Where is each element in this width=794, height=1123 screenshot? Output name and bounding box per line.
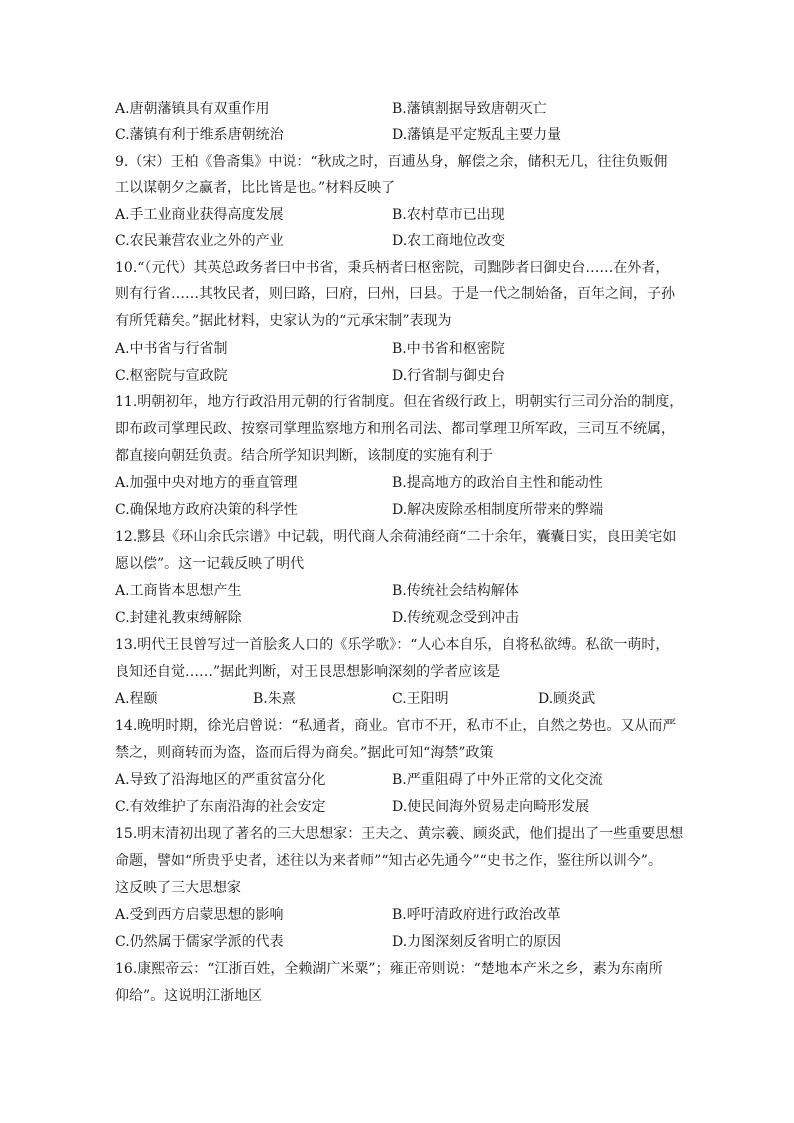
q15-option-c: C.仍然属于儒家学派的代表	[115, 934, 284, 950]
q13-option-b: B.朱熹	[253, 691, 296, 707]
q15-stem-line2: 命题，譬如“所贵乎史者，述往以为来者师”“知古必先通今”“史书之作，鉴往所以训今”。	[115, 853, 662, 869]
q10-option-c: C.枢密院与宣政院	[115, 368, 228, 384]
q16-stem-line2: 仰给”。这说明江浙地区	[115, 988, 263, 1004]
q10-option-b: B.中书省和枢密院	[392, 341, 505, 357]
q13-stem-line2: 良知还自觉……”据此判断，对王艮思想影响深刻的学者应该是	[115, 664, 501, 680]
q12-stem-line2: 愿以偿”。这一记载反映了明代	[115, 556, 305, 572]
q15-option-d: D.力图深刻反省明亡的原因	[392, 934, 562, 950]
q13-option-c: C.王阳明	[392, 691, 449, 707]
q15-stem-line1: 15.明末清初出现了著名的三大思想家：王夫之、黄宗羲、顾炎武，他们提出了一些重要思想	[115, 826, 684, 842]
q9-stem-line1: 9.（宋）王柏《鲁斋集》中说：“秋成之时，百逋丛身，解偿之余，储积无几，往往负贩佣	[115, 154, 668, 170]
q9-option-b: B.农村草市已出现	[392, 207, 505, 223]
q12-option-c: C.封建礼教束缚解除	[115, 610, 242, 626]
q13-option-a: A.程颐	[115, 691, 158, 707]
q12-stem-line1: 12.黟县《环山余氏宗谱》中记载，明代商人余荷浦经商“二十余年，囊囊日实，良田美宅如	[115, 529, 677, 545]
q8-option-d: D.藩镇是平定叛乱主要力量	[392, 127, 562, 143]
q10-stem-line3: 有所凭藉矣。”据此材料，史家认为的“元承宋制”表现为	[115, 313, 452, 329]
q10-option-d: D.行省制与御史台	[392, 368, 506, 384]
q11-stem-line2: 即布政司掌理民政、按察司掌理监察地方和刑名司法、都司掌理卫所军政，三司互不统属，	[115, 421, 675, 437]
q12-option-b: B.传统社会结构解体	[392, 583, 519, 599]
q14-option-b: B.严重阻碍了中外正常的文化交流	[392, 772, 603, 788]
q15-option-a: A.受到西方启蒙思想的影响	[115, 907, 284, 923]
q11-option-d: D.解决废除丞相制度所带来的弊端	[392, 502, 604, 518]
q8-option-b: B.藩镇割据导致唐朝灭亡	[392, 101, 547, 117]
q13-stem-line1: 13.明代王艮曾写过一首脍炙人口的《乐学歌》：“人心本自乐，自将私欲缚。私欲一萌时，	[115, 637, 670, 653]
q14-option-c: C.有效维护了东南沿海的社会安定	[115, 799, 326, 815]
q14-stem-line1: 14.晚明时期，徐光启曾说：“私通者，商业。官市不开，私市不止，自然之势也。又从而严	[115, 718, 677, 734]
q11-stem-line3: 都直接向朝廷负责。结合所学知识判断，该制度的实施有利于	[115, 448, 493, 464]
q11-option-a: A.加强中央对地方的垂直管理	[115, 475, 298, 491]
q16-stem-line1: 16.康熙帝云：“江浙百姓，全赖湖广米粟”；雍正帝则说：“楚地本产米之乡，素为东南所	[115, 961, 663, 977]
q9-option-c: C.农民兼营农业之外的产业	[115, 233, 284, 249]
q9-option-d: D.农工商地位改变	[392, 233, 506, 249]
q13-option-d: D.顾炎武	[538, 691, 596, 707]
q10-stem-line2: 则有行省……其牧民者，则曰路，曰府，曰州，曰县。于是一代之制始备，百年之间，子孙	[115, 286, 675, 302]
q11-stem-line1: 11.明朝初年，地方行政沿用元朝的行省制度。但在省级行政上，明朝实行三司分治的制度，	[115, 394, 684, 410]
q15-stem-line3: 这反映了三大思想家	[115, 880, 241, 896]
q12-option-a: A.工商皆本思想产生	[115, 583, 242, 599]
q14-option-a: A.导致了沿海地区的严重贫富分化	[115, 772, 326, 788]
q15-option-b: B.呼吁清政府进行政治改革	[392, 907, 561, 923]
q9-stem-line2: 工以谋朝夕之赢者，比比皆是也。”材料反映了	[115, 180, 396, 196]
q11-option-c: C.确保地方政府决策的科学性	[115, 502, 298, 518]
q14-stem-line2: 禁之，则商转而为盗，盗而后得为商矣。”据此可知“海禁”政策	[115, 745, 494, 761]
q12-option-d: D.传统观念受到冲击	[392, 610, 520, 626]
q10-stem-line1: 10.“（元代）其英总政务者曰中书省，秉兵柄者曰枢密院，司黜陟者曰御史台……在外者，	[115, 260, 670, 276]
q11-option-b: B.提高地方的政治自主性和能动性	[392, 475, 603, 491]
q10-option-a: A.中书省与行省制	[115, 341, 228, 357]
q9-option-a: A.手工业商业获得高度发展	[115, 207, 284, 223]
q14-option-d: D.使民间海外贸易走向畸形发展	[392, 799, 590, 815]
q8-option-a: A.唐朝藩镇具有双重作用	[115, 101, 270, 117]
q8-option-c: C.藩镇有利于维系唐朝统治	[115, 127, 284, 143]
